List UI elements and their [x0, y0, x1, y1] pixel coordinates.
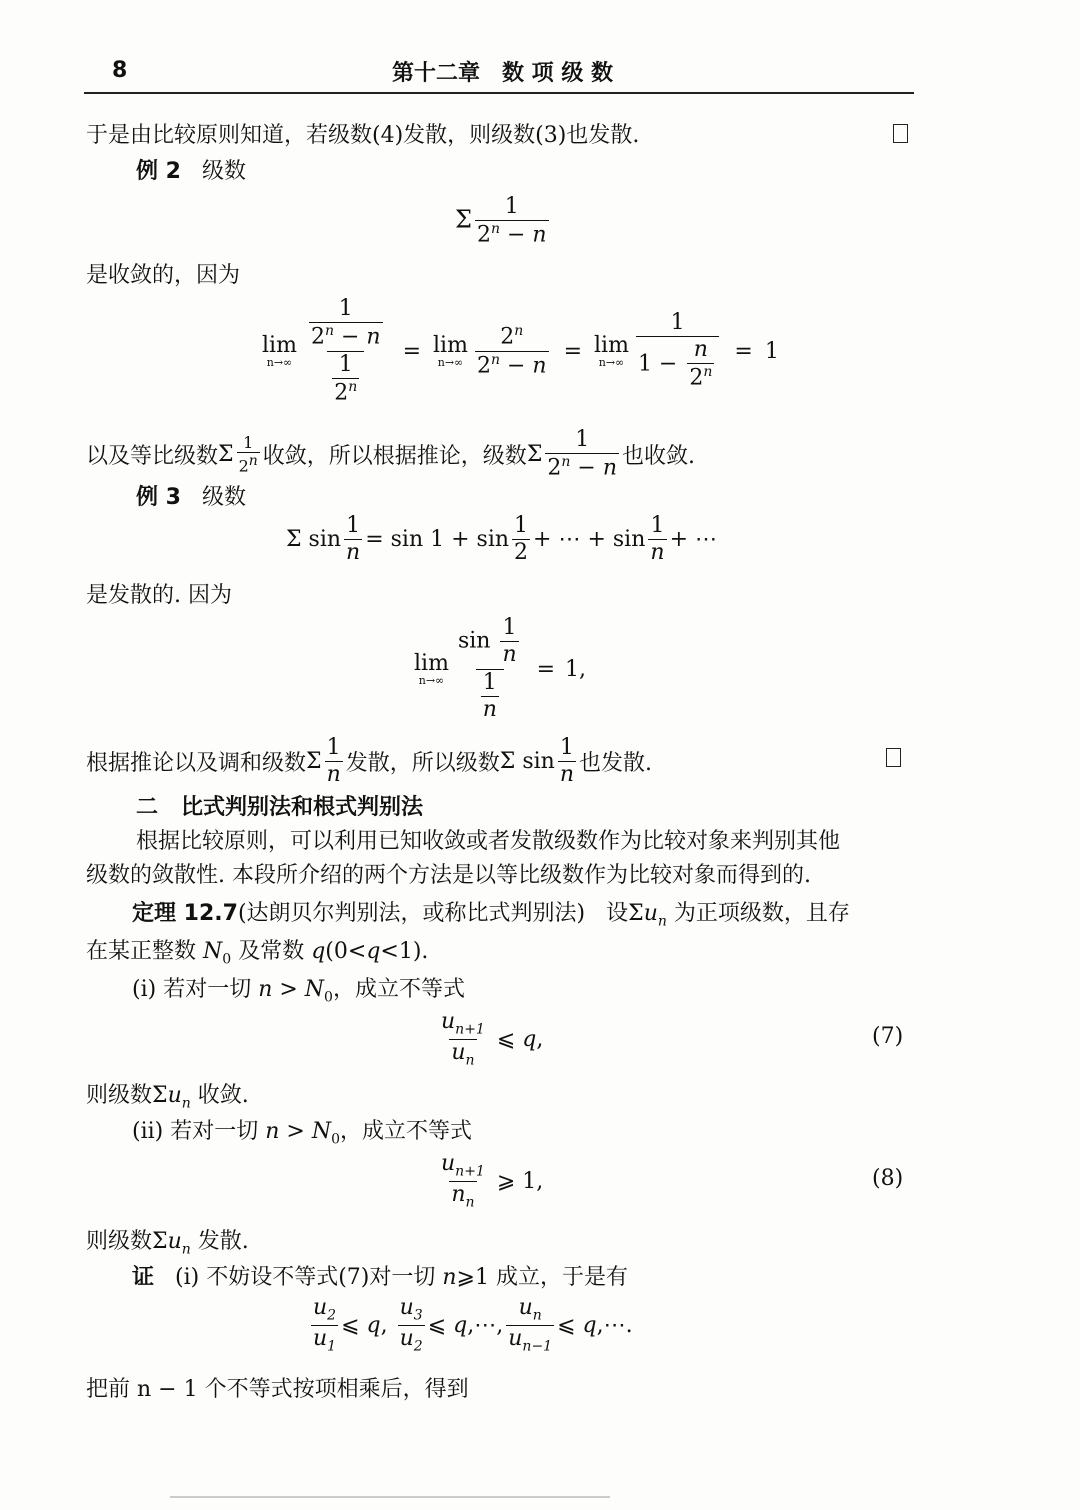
- formula-ineq-8: $\frac{u_{n+1}}{n_n}$ ⩾ 1,: [441, 1151, 544, 1211]
- paragraph-line: 根据比较原则，可以利用已知收敛或者发散级数作为比较对象来判别其他: [136, 829, 841, 854]
- text-line: 以及等比级数 Σ $\frac{1}{2n}$ 收敛，所以根据推论，级数 Σ $\frac{1}{2^n - n}$ 也收敛.: [86, 427, 695, 481]
- theorem-line: 在某正整数 $N_0$ 及常数 q(0<q<1).: [86, 939, 429, 968]
- text-fragment: 收敛，所以根据推论，级数: [262, 443, 527, 469]
- text-fragment: 则级数: [86, 1229, 153, 1254]
- text-line: 是收敛的，因为: [86, 263, 241, 288]
- text-fragment: 收敛.: [197, 1083, 249, 1108]
- example-heading: [136, 154, 246, 185]
- example-text: 级数: [201, 159, 246, 184]
- page-number: 8: [112, 58, 128, 83]
- text-fragment: 成立，于是有: [495, 1265, 628, 1290]
- scan-artifact: [170, 1496, 610, 1498]
- equation-number: (8): [872, 1166, 904, 1191]
- example-label: 例 3: [136, 485, 181, 510]
- qed-box: [886, 748, 901, 767]
- formula-limit-2: lim n→∞ sin $\frac{1}{n}$ $\frac{1}{n}$ = 1,: [414, 615, 587, 722]
- proof-line: 证 (i) 不妨设不等式(7)对一切 n⩾1 成立，于是有: [132, 1265, 628, 1290]
- text-fragment: 以及等比级数: [86, 443, 219, 469]
- text-fragment: (ii) 若对一切: [132, 1119, 259, 1144]
- header-rule: [84, 92, 914, 94]
- text-line: 根据推论以及调和级数 Σ $\frac{1}{n}$ 发散，所以级数 Σ sin $\frac{1}{n}$ 也发散.: [86, 735, 652, 788]
- text-fragment: 及常数: [238, 939, 305, 964]
- section-number: 二: [136, 795, 159, 820]
- text-fragment: ，成立不等式: [332, 977, 465, 1002]
- text-line: 则级数$\Sigma u_n$ 发散.: [86, 1229, 249, 1258]
- example-label: 例 2: [136, 159, 181, 184]
- qed-box: [893, 124, 908, 143]
- text-line: 把前 n − 1 个不等式按项相乘后，得到: [86, 1377, 469, 1402]
- equation-number: (7): [872, 1024, 904, 1049]
- condition-line: (i) 若对一切 $n > N_0$，成立不等式: [132, 977, 465, 1006]
- text-fragment: 也收敛.: [622, 443, 695, 469]
- formula-ratio-chain: $\frac{u_2}{u_1}$ ⩽ q, $\frac{u_3}{u_2}$ ⩽ q,⋯, $\frac{u_n}{u_{n-1}}$ ⩽ q,⋯.: [313, 1295, 633, 1355]
- proof-label: 证: [132, 1265, 155, 1290]
- theorem-paren: (达朗贝尔判别法，或称比式判别法): [237, 901, 586, 926]
- text-fragment: (i) 不妨设不等式(7)对一切: [175, 1265, 436, 1290]
- formula-sin-series: Σ sin $\frac{1}{n}$ = sin 1 + sin $\frac{1}{2}$ + ⋯ + sin $\frac{1}{n}$ + ⋯: [286, 513, 717, 566]
- text-fragment: ，成立不等式: [340, 1119, 473, 1144]
- text-line: 是发散的. 因为: [86, 583, 232, 608]
- text-fragment: 根据推论以及调和级数: [86, 751, 307, 777]
- text-fragment: 设: [606, 901, 629, 926]
- text-fragment: 也发散.: [578, 751, 652, 777]
- formula-ineq-7: $\frac{u_{n+1}}{u_n}$ ⩽ q,: [441, 1009, 544, 1069]
- text-line: 于是由比较原则知道，若级数(4)发散，则级数(3)也发散.: [86, 123, 640, 148]
- text-line: 则级数$\Sigma u_n$ 收敛.: [86, 1083, 249, 1112]
- chapter-title: 第十二章 数 项 级 数: [392, 61, 613, 86]
- text-fragment: 发散，所以级数: [345, 751, 500, 777]
- formula-limit-1: lim n→∞ $\frac{\frac{1}{2^n - n}}{\frac{1}{2^n}}$ = lim n→∞ $\frac{2^n}{2^n - n}$ = lim n→∞ 1 1 − $\frac{n}{2^n}$ = 1: [262, 295, 779, 406]
- formula-series: Σ $\frac{1}{2^n - n}$: [455, 194, 547, 248]
- theorem-line: 定理 12.7(达朗贝尔判别法，或称比式判别法) 设$\Sigma u_n$ 为正项级数，且存: [132, 901, 850, 930]
- text-fragment: 发散.: [197, 1229, 249, 1254]
- text-fragment: 在某正整数: [86, 939, 197, 964]
- example-heading: [136, 480, 246, 511]
- text-fragment: (i) 若对一切: [132, 977, 252, 1002]
- theorem-label: 定理 12.7: [132, 901, 238, 926]
- text-fragment: 为正项级数，且存: [673, 901, 850, 926]
- text-fragment: 则级数: [86, 1083, 153, 1108]
- section-title: 比式判别法和根式判别法: [181, 795, 424, 820]
- section-heading: [136, 790, 423, 821]
- condition-line: (ii) 若对一切 $n > N_0$，成立不等式: [132, 1119, 473, 1148]
- paragraph-line: 级数的敛散性. 本段所介绍的两个方法是以等比级数作为比较对象而得到的.: [86, 863, 811, 888]
- example-text: 级数: [201, 485, 246, 510]
